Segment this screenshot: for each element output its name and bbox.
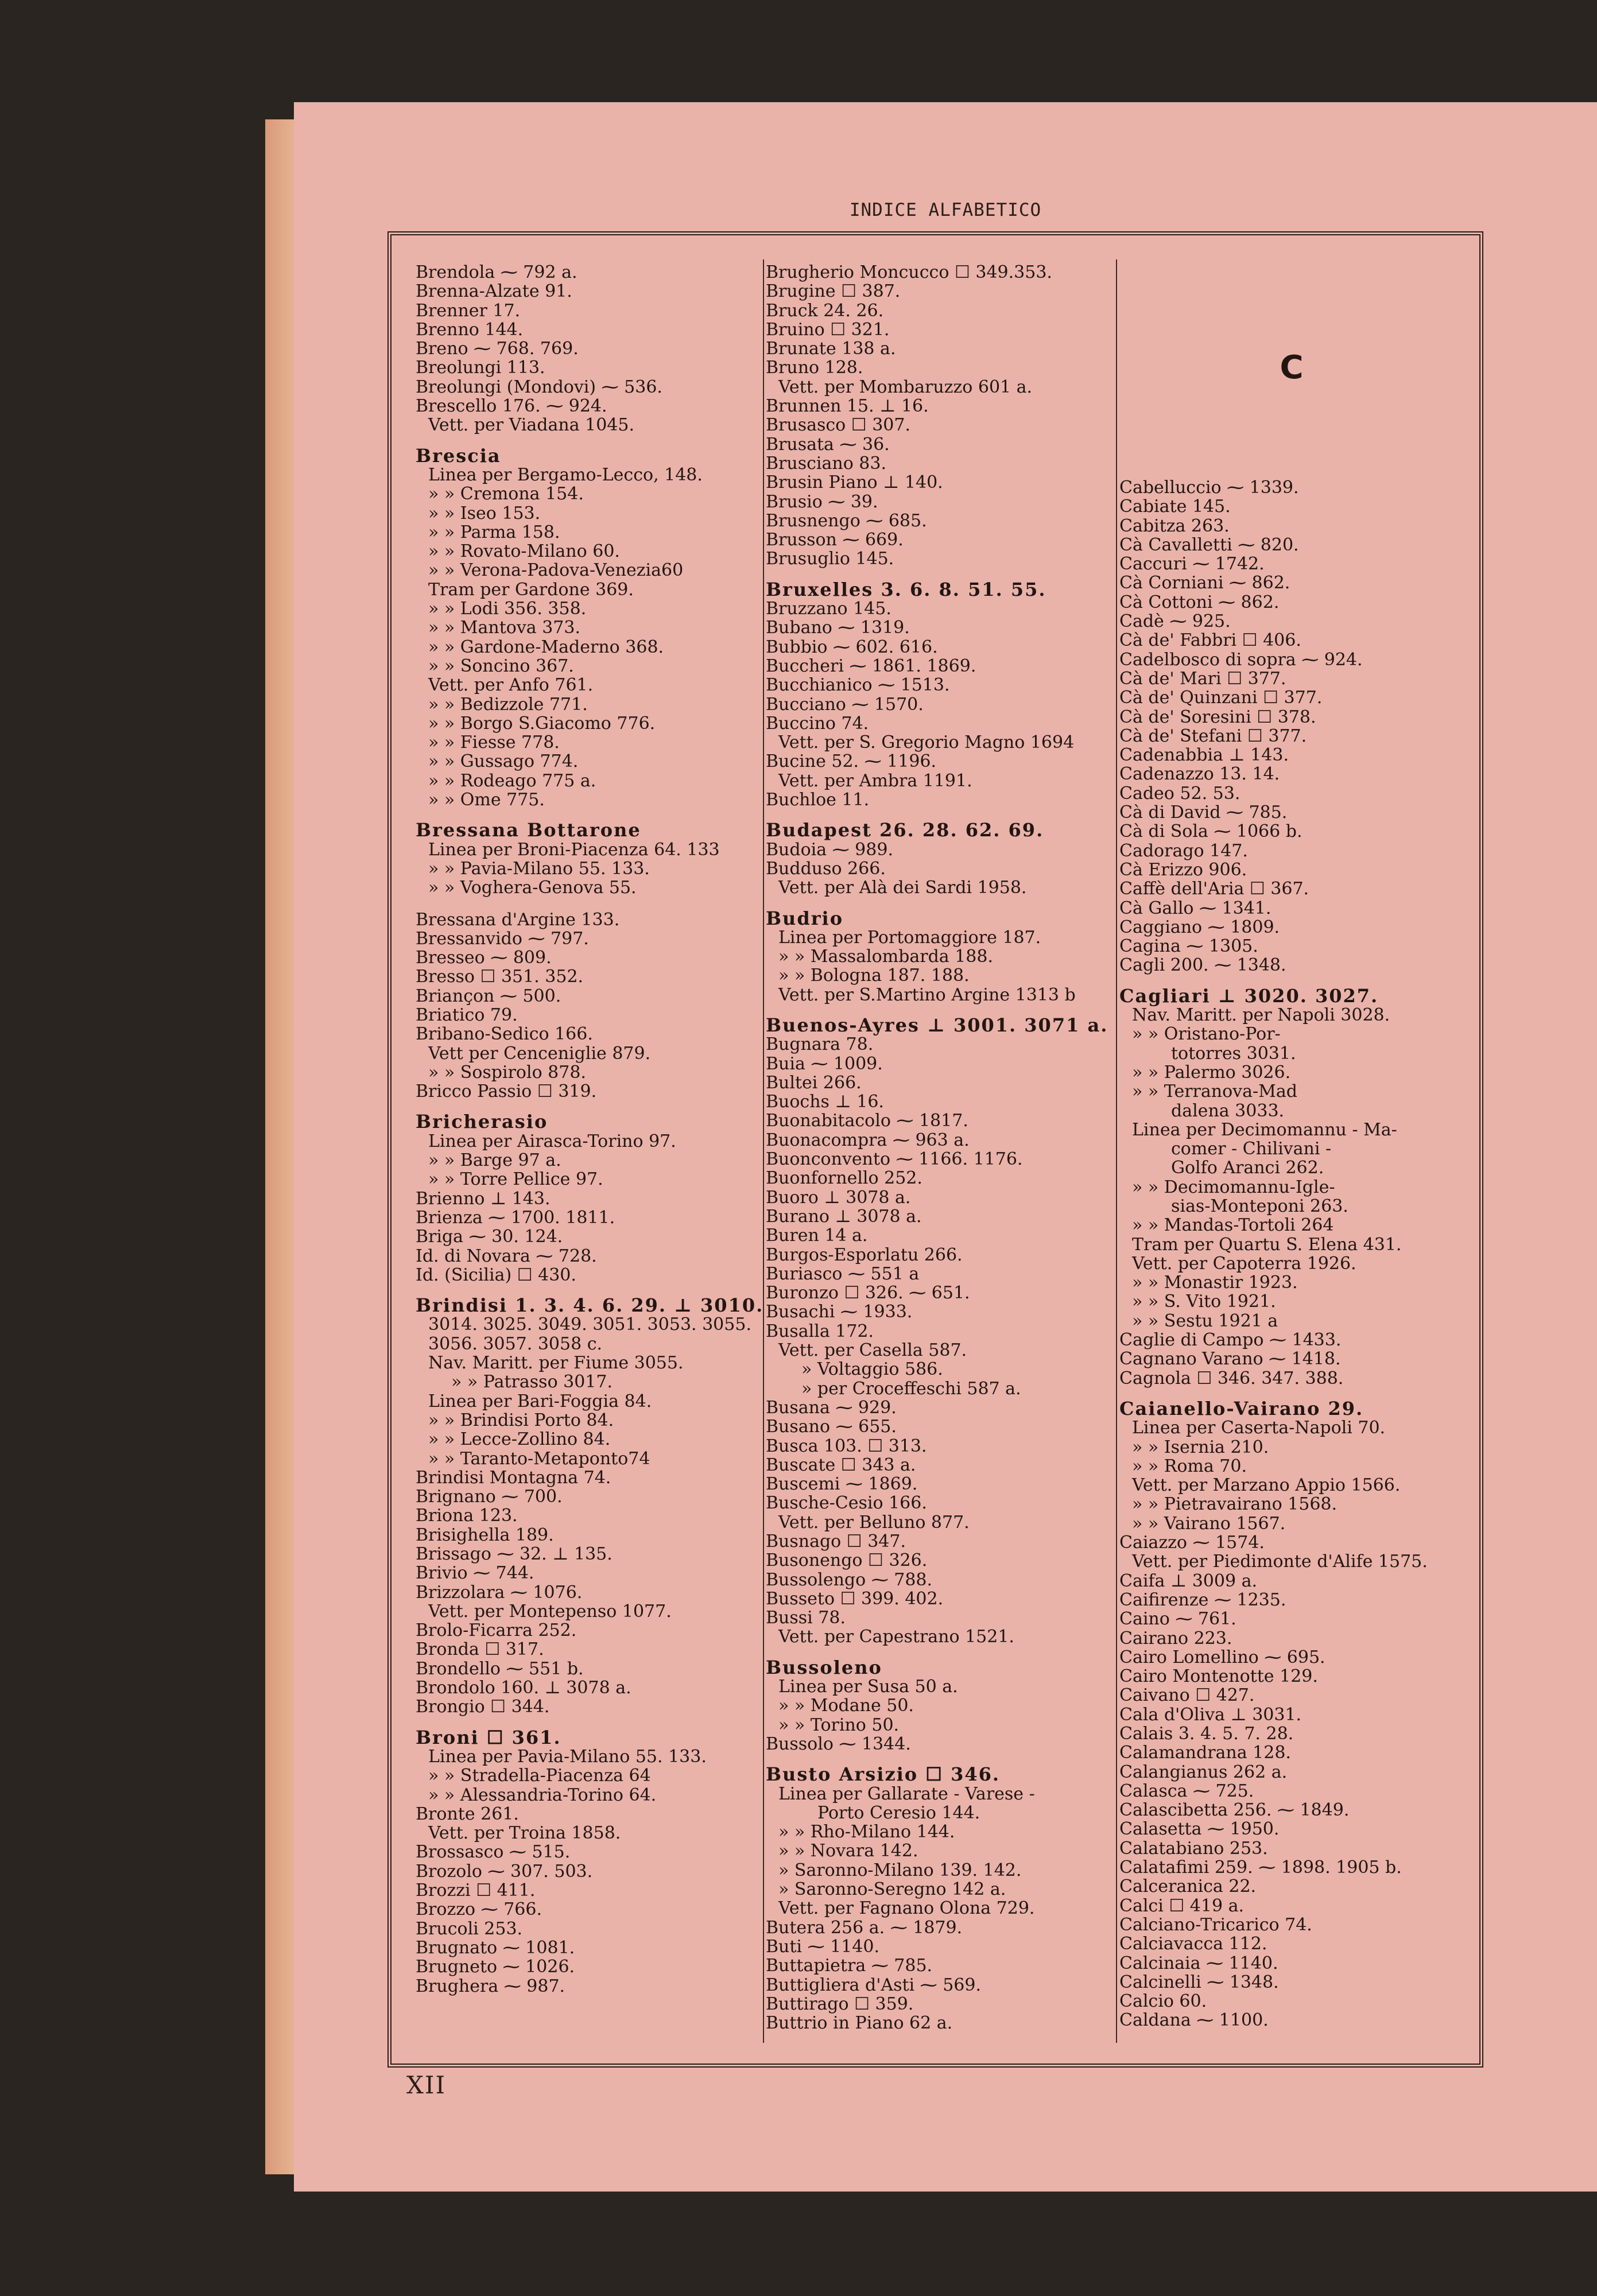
index-heading: Bricherasio — [416, 1111, 548, 1133]
index-entry: » » Voghera-Genova 55. — [428, 878, 637, 898]
index-entry: » per Croceffeschi 587 a. — [801, 1378, 1021, 1399]
index-entry: Buonacompra ⁓ 963 a. — [766, 1130, 970, 1150]
index-entry: Brugherio Moncucco ☐ 349.353. — [766, 262, 1052, 282]
index-entry: Brusata ⁓ 36. — [766, 434, 890, 455]
index-entry: Bricco Passio ☐ 319. — [416, 1081, 597, 1102]
index-entry: Bussolo ⁓ 1344. — [766, 1733, 911, 1754]
index-frame — [387, 231, 1483, 2068]
index-entry: Buscemi ⁓ 1869. — [766, 1474, 918, 1495]
index-entry: Brusciano 83. — [766, 453, 887, 474]
index-entry: Brucoli 253. — [416, 1918, 523, 1939]
index-entry: » » Patrasso 3017. — [451, 1372, 613, 1393]
index-entry: Vett. per S.Martino Argine 1313 b — [778, 984, 1076, 1005]
index-entry: » » Pavia-Milano 55. 133. — [428, 858, 650, 879]
index-entry: Vett. per Capoterra 1926. — [1132, 1253, 1356, 1274]
index-entry: Vett. per Casella 587. — [778, 1340, 967, 1361]
index-entry: Brissago ⁓ 32. ⊥ 135. — [416, 1544, 613, 1564]
index-entry: Calatabiano 253. — [1119, 1838, 1268, 1859]
index-entry: Brivio ⁓ 744. — [416, 1563, 534, 1584]
index-entry: » » Mandas-Tortoli 264 — [1132, 1215, 1334, 1236]
index-entry: Linea per Bergamo-Lecco, 148. — [428, 464, 703, 485]
index-entry: Nav. Maritt. per Napoli 3028. — [1132, 1005, 1390, 1026]
index-entry: » » Rodeago 775 a. — [428, 770, 596, 791]
index-entry: Busalla 172. — [766, 1321, 874, 1341]
index-entry: Vett. per Piedimonte d'Alife 1575. — [1132, 1552, 1428, 1572]
index-entry: Brenner 17. — [416, 300, 521, 321]
index-entry: Cà de' Fabbri ☐ 406. — [1119, 630, 1301, 651]
index-entry: Busche-Cesio 166. — [766, 1493, 927, 1514]
index-entry: Caivano ☐ 427. — [1119, 1685, 1255, 1706]
index-entry: Bubano ⁓ 1319. — [766, 618, 910, 638]
index-entry: Caccuri ⁓ 1742. — [1119, 554, 1265, 575]
index-entry: Vett. per Viadana 1045. — [428, 415, 635, 436]
index-entry: Brondello ⁓ 551 b. — [416, 1658, 584, 1679]
index-entry: Calcio 60. — [1119, 1991, 1207, 2012]
index-entry: » » Roma 70. — [1132, 1456, 1247, 1476]
index-entry: Brusuglio 145. — [766, 549, 894, 569]
index-entry: » » Cremona 154. — [428, 484, 584, 505]
index-entry: » » Gardone-Maderno 368. — [428, 637, 664, 657]
index-entry: Buscate ☐ 343 a. — [766, 1455, 916, 1475]
index-entry: » » Massalombarda 188. — [778, 947, 994, 967]
index-entry: Caffè dell'Aria ☐ 367. — [1119, 879, 1309, 899]
index-entry: Vett. per Belluno 877. — [778, 1512, 970, 1533]
index-heading: Cagliari ⊥ 3020. 3027. — [1119, 984, 1379, 1007]
index-entry: Cairo Montenotte 129. — [1119, 1666, 1318, 1687]
index-entry: Brenna-Alzate 91. — [416, 281, 572, 302]
index-entry: Cabitza 263. — [1119, 515, 1230, 536]
index-entry: Caino ⁓ 761. — [1119, 1609, 1236, 1630]
index-entry: Brozzo ⁓ 766. — [416, 1899, 542, 1920]
index-entry: Brindisi Montagna 74. — [416, 1467, 611, 1488]
index-entry: Cà Cavalletti ⁓ 820. — [1119, 534, 1299, 555]
index-entry: » » Monastir 1923. — [1132, 1273, 1298, 1293]
index-entry: » » Stradella-Piacenza 64 — [428, 1766, 651, 1786]
index-entry: Bucchianico ⁓ 1513. — [766, 675, 950, 696]
index-entry: » » Torino 50. — [778, 1715, 900, 1735]
index-entry: Cà de' Quinzani ☐ 377. — [1119, 688, 1323, 708]
index-entry: Brusnengo ⁓ 685. — [766, 510, 927, 531]
index-entry: Brolo-Ficarra 252. — [416, 1620, 577, 1641]
index-entry: Calcinelli ⁓ 1348. — [1119, 1972, 1279, 1992]
index-entry: Bubbio ⁓ 602. 616. — [766, 637, 938, 657]
index-entry: Brescello 176. ⁓ 924. — [416, 396, 607, 417]
index-entry: Buccheri ⁓ 1861. 1869. — [766, 656, 976, 676]
index-entry: Calcinaia ⁓ 1140. — [1119, 1953, 1278, 1973]
index-entry: » » Alessandria-Torino 64. — [428, 1785, 657, 1805]
index-entry: Cadè ⁓ 925. — [1119, 611, 1231, 632]
index-entry: Linea per Airasca-Torino 97. — [428, 1131, 676, 1151]
index-entry: » » Decimomannu-Igle- — [1132, 1177, 1335, 1197]
index-column-3 — [1119, 263, 1464, 2030]
index-heading: Brindisi 1. 3. 4. 6. 29. ⊥ 3010. — [416, 1294, 764, 1317]
index-entry: Buochs ⊥ 16. — [766, 1092, 884, 1112]
index-entry: Busnago ☐ 347. — [766, 1531, 906, 1552]
index-entry: Id. di Novara ⁓ 728. — [416, 1246, 597, 1266]
index-entry: totorres 3031. — [1171, 1043, 1296, 1064]
index-entry: » » Gussago 774. — [428, 751, 579, 772]
index-entry: » » Rho-Milano 144. — [778, 1822, 955, 1843]
index-entry: » » Rovato-Milano 60. — [428, 541, 620, 562]
index-entry: » » Novara 142. — [778, 1841, 918, 1861]
page — [294, 102, 1597, 2192]
index-entry: Busano ⁓ 655. — [766, 1417, 897, 1437]
index-heading: Buenos-Ayres ⊥ 3001. 3071 a. — [766, 1014, 1108, 1036]
index-entry: Nav. Maritt. per Fiume 3055. — [428, 1353, 684, 1374]
index-column-1 — [416, 262, 764, 1996]
index-entry: Calais 3. 4. 5. 7. 28. — [1119, 1724, 1294, 1744]
index-entry: Bucine 52. ⁓ 1196. — [766, 751, 937, 772]
index-entry: » » Lecce-Zollino 84. — [428, 1429, 611, 1450]
index-entry: Calasetta ⁓ 1950. — [1119, 1819, 1280, 1840]
index-entry: Brusin Piano ⊥ 140. — [766, 472, 943, 493]
index-entry: Bussolengo ⁓ 788. — [766, 1569, 933, 1590]
index-entry: Buonconvento ⁓ 1166. 1176. — [766, 1149, 1023, 1170]
index-entry: » » Bedizzole 771. — [428, 694, 588, 715]
index-heading: Bussoleno — [766, 1656, 882, 1678]
index-entry: » » Barge 97 a. — [428, 1150, 561, 1171]
index-entry: Cagnano Varano ⁓ 1418. — [1119, 1349, 1341, 1370]
index-entry: Brugnato ⁓ 1081. — [416, 1937, 575, 1958]
column-divider — [763, 259, 764, 2043]
index-entry: Buonfornello 252. — [766, 1168, 922, 1189]
index-entry: Cà Corniani ⁓ 862. — [1119, 573, 1290, 594]
index-entry: Busca 103. ☐ 313. — [766, 1436, 927, 1456]
index-entry: Calatafimi 259. ⁓ 1898. 1905 b. — [1119, 1857, 1402, 1878]
index-entry: Budduso 266. — [766, 858, 886, 879]
index-entry: Vett. per Capestrano 1521. — [778, 1627, 1014, 1647]
index-entry: » » Modane 50. — [778, 1696, 914, 1716]
index-entry: » » Sospirolo 878. — [428, 1062, 586, 1083]
index-entry: Tram per Quartu S. Elena 431. — [1132, 1234, 1402, 1255]
index-entry: Caifirenze ⁓ 1235. — [1119, 1589, 1286, 1610]
index-heading: Budrio — [766, 907, 844, 929]
index-entry: Cà di David ⁓ 785. — [1119, 802, 1288, 823]
index-entry: Calascibetta 256. ⁓ 1849. — [1119, 1800, 1350, 1821]
index-entry: Buronzo ☐ 326. ⁓ 651. — [766, 1283, 970, 1304]
index-column-2 — [766, 263, 1110, 2033]
index-entry: Cairano 223. — [1119, 1628, 1232, 1649]
index-entry: Calangianus 262 a. — [1119, 1762, 1288, 1782]
index-entry: Cadenazzo 13. 14. — [1119, 764, 1280, 785]
index-entry: Calceranica 22. — [1119, 1876, 1257, 1897]
index-entry: 3014. 3025. 3049. 3051. 3053. 3055. — [428, 1314, 751, 1335]
index-entry: Brenno 144. — [416, 319, 524, 340]
index-entry: Bruck 24. 26. — [766, 300, 884, 321]
index-entry: comer - Chilivani - — [1171, 1139, 1332, 1159]
index-entry: Bressana d'Argine 133. — [416, 909, 620, 930]
index-entry: » » Isernia 210. — [1132, 1437, 1269, 1457]
index-entry: Vett. per Ambra 1191. — [778, 770, 972, 791]
index-entry: Brusio ⁓ 39. — [766, 491, 878, 512]
index-entry: Buoro ⊥ 3078 a. — [766, 1187, 911, 1208]
index-entry: Bucciano ⁓ 1570. — [766, 694, 924, 715]
index-entry: Cadenabbia ⊥ 143. — [1119, 745, 1289, 766]
index-entry: Brossasco ⁓ 515. — [416, 1842, 571, 1863]
index-entry: Bussi 78. — [766, 1608, 846, 1628]
index-entry: Brizzolara ⁓ 1076. — [416, 1582, 583, 1603]
index-heading: Broni ☐ 361. — [416, 1726, 561, 1748]
index-entry: » » Terranova-Mad — [1132, 1081, 1297, 1102]
index-heading: Bressana Bottarone — [416, 819, 641, 841]
index-entry: » » Brindisi Porto 84. — [428, 1410, 614, 1430]
index-entry: Linea per Bari-Foggia 84. — [428, 1391, 652, 1411]
index-entry: Brozolo ⁓ 307. 503. — [416, 1861, 593, 1882]
index-entry: Cadorago 147. — [1119, 840, 1248, 861]
index-entry: Bresso ☐ 351. 352. — [416, 967, 584, 987]
index-entry: Brondolo 160. ⊥ 3078 a. — [416, 1678, 631, 1698]
index-entry: » Voltaggio 586. — [801, 1359, 943, 1380]
index-entry: Breolungi (Mondovi) ⁓ 536. — [416, 377, 662, 397]
index-entry: Brughera ⁓ 987. — [416, 1976, 565, 1996]
index-entry: Cadeo 52. 53. — [1119, 783, 1241, 804]
index-entry: dalena 3033. — [1171, 1100, 1285, 1121]
index-entry: Vett. per Fagnano Olona 729. — [778, 1898, 1035, 1919]
index-heading: Caianello-Vairano 29. — [1119, 1397, 1364, 1420]
index-entry: Brendola ⁓ 792 a. — [416, 262, 577, 282]
index-entry: Calci ☐ 419 a. — [1119, 1895, 1245, 1916]
index-entry: Porto Ceresio 144. — [817, 1802, 980, 1823]
index-entry: Cabiate 145. — [1119, 497, 1231, 517]
index-entry: Buttrio in Piano 62 a. — [766, 2013, 953, 2034]
index-entry: Brunnen 15. ⊥ 16. — [766, 396, 929, 417]
index-entry: Vett. per S. Gregorio Magno 1694 — [778, 732, 1075, 753]
index-entry: Buccino 74. — [766, 713, 869, 734]
index-entry: » » Palermo 3026. — [1132, 1062, 1291, 1083]
index-entry: Buttirago ☐ 359. — [766, 1994, 914, 2014]
index-entry: Vett. per Troina 1858. — [428, 1823, 621, 1844]
index-entry: Linea per Pavia-Milano 55. 133. — [428, 1746, 707, 1767]
index-entry: Cabelluccio ⁓ 1339. — [1119, 478, 1299, 498]
index-entry: » Saronno-Milano 139. 142. — [778, 1860, 1022, 1880]
index-entry: Brignano ⁓ 700. — [416, 1487, 563, 1507]
index-entry: » Saronno-Seregno 142 a. — [778, 1879, 1006, 1900]
index-entry: Brongio ☐ 344. — [416, 1697, 550, 1717]
index-entry: Briançon ⁓ 500. — [416, 986, 561, 1006]
index-entry: » » Vairano 1567. — [1132, 1513, 1286, 1534]
index-entry: Tram per Gardone 369. — [428, 579, 634, 600]
index-entry: Brienza ⁓ 1700. 1811. — [416, 1207, 615, 1228]
index-entry: Vett. per Marzano Appio 1566. — [1132, 1475, 1401, 1496]
index-entry: 3056. 3057. 3058 c. — [428, 1333, 603, 1354]
index-entry: Brozzi ☐ 411. — [416, 1880, 536, 1901]
index-entry: Cà de' Stefani ☐ 377. — [1119, 726, 1307, 746]
index-entry: » » Parma 158. — [428, 522, 560, 542]
index-entry: Cà Cottoni ⁓ 862. — [1119, 592, 1280, 612]
index-entry: Bruno 128. — [766, 358, 863, 378]
index-entry: Calasca ⁓ 725. — [1119, 1781, 1254, 1801]
index-entry: Buren 14 a. — [766, 1225, 868, 1246]
index-entry: Linea per Gallarate - Varese - — [778, 1783, 1035, 1804]
index-entry: » » Lodi 356. 358. — [428, 599, 587, 619]
index-entry: » » Fiesse 778. — [428, 732, 560, 753]
index-entry: Burano ⊥ 3078 a. — [766, 1206, 922, 1227]
index-entry: Buttapietra ⁓ 785. — [766, 1956, 933, 1976]
index-entry: » » Verona-Padova-Venezia60 — [428, 560, 684, 581]
index-entry: Brugine ☐ 387. — [766, 281, 901, 302]
index-entry: Bruzzano 145. — [766, 599, 891, 619]
index-entry: Bugnara 78. — [766, 1034, 874, 1055]
index-entry: Cà Erizzo 906. — [1119, 859, 1247, 880]
index-entry: Caglie di Campo ⁓ 1433. — [1119, 1330, 1342, 1351]
index-entry: Calciavacca 112. — [1119, 1934, 1267, 1954]
spacer — [416, 898, 760, 910]
index-entry: » » Soncino 367. — [428, 656, 574, 676]
index-entry: Cà de' Soresini ☐ 378. — [1119, 707, 1316, 727]
index-entry: Bronda ☐ 317. — [416, 1639, 544, 1660]
index-entry: Buia ⁓ 1009. — [766, 1053, 883, 1074]
index-entry: Bultei 266. — [766, 1072, 862, 1093]
index-entry: Brienno ⊥ 143. — [416, 1188, 551, 1209]
index-entry: Golfo Aranci 262. — [1171, 1158, 1324, 1178]
index-entry: Cà di Sola ⁓ 1066 b. — [1119, 821, 1303, 842]
index-entry: Linea per Susa 50 a. — [778, 1677, 958, 1697]
index-entry: Butera 256 a. ⁓ 1879. — [766, 1917, 963, 1938]
index-entry: Caldana ⁓ 1100. — [1119, 2010, 1269, 2031]
index-entry: Caifa ⊥ 3009 a. — [1119, 1570, 1258, 1591]
index-entry: Brugneto ⁓ 1026. — [416, 1957, 575, 1977]
index-entry: Brunate 138 a. — [766, 339, 896, 359]
index-entry: Calciano-Tricarico 74. — [1119, 1914, 1312, 1935]
index-heading: Bruxelles 3. 6. 8. 51. 55. — [766, 578, 1046, 600]
index-entry: Briatico 79. — [416, 1004, 518, 1025]
index-entry: Vett. per Mombaruzzo 601 a. — [778, 377, 1033, 397]
index-entry: Bruino ☐ 321. — [766, 319, 890, 340]
column-divider — [1116, 259, 1117, 2043]
index-entry: Busana ⁓ 929. — [766, 1397, 897, 1418]
index-entry: Calamandrana 128. — [1119, 1743, 1291, 1763]
index-entry: Caggiano ⁓ 1809. — [1119, 917, 1280, 937]
page-header: INDICE ALFABETICO — [849, 200, 1042, 220]
index-entry: Cagnola ☐ 346. 347. 388. — [1119, 1368, 1344, 1389]
index-entry: Breolungi 113. — [416, 358, 545, 378]
index-entry: Linea per Portomaggiore 187. — [778, 927, 1041, 948]
index-entry: Cairo Lomellino ⁓ 695. — [1119, 1647, 1325, 1667]
index-entry: Buchloe 11. — [766, 790, 870, 810]
index-entry: » » Iseo 153. — [428, 503, 541, 523]
index-entry: Vett. per Anfo 761. — [428, 675, 594, 696]
index-entry: » » Pietravairano 1568. — [1132, 1494, 1338, 1515]
index-entry: Bronte 261. — [416, 1804, 519, 1824]
index-entry: Bresseo ⁓ 809. — [416, 948, 552, 968]
index-entry: Linea per Broni-Piacenza 64. 133 — [428, 839, 720, 860]
index-entry: Busonengo ☐ 326. — [766, 1550, 928, 1571]
index-entry: Budoia ⁓ 989. — [766, 839, 893, 860]
index-entry: Busseto ☐ 399. 402. — [766, 1588, 944, 1609]
index-entry: Cà de' Mari ☐ 377. — [1119, 668, 1286, 689]
index-entry: » » Ome 775. — [428, 790, 545, 810]
index-entry: sias-Monteponi 263. — [1171, 1196, 1348, 1216]
index-entry: Busachi ⁓ 1933. — [766, 1302, 913, 1322]
index-entry: Buonabitacolo ⁓ 1817. — [766, 1111, 968, 1131]
index-entry: Buriasco ⁓ 551 a — [766, 1263, 920, 1284]
index-heading: Brescia — [416, 444, 501, 467]
index-entry: Cagina ⁓ 1305. — [1119, 936, 1258, 957]
index-entry: Linea per Caserta-Napoli 70. — [1132, 1418, 1386, 1438]
index-entry: » » Mantova 373. — [428, 618, 580, 638]
index-entry: Id. (Sicilia) ☐ 430. — [416, 1265, 576, 1285]
index-entry: » » Borgo S.Giacomo 776. — [428, 713, 656, 734]
index-entry: Vett. per Montepenso 1077. — [428, 1601, 672, 1622]
index-entry: Buttigliera d'Asti ⁓ 569. — [766, 1975, 982, 1995]
index-entry: Vett per Cenceniglie 879. — [428, 1043, 651, 1064]
index-entry: Briga ⁓ 30. 124. — [416, 1227, 563, 1247]
index-entry: Briona 123. — [416, 1506, 518, 1526]
index-entry: Cala d'Oliva ⊥ 3031. — [1119, 1704, 1302, 1725]
index-heading: Busto Arsizio ☐ 346. — [766, 1763, 1001, 1786]
index-entry: Buti ⁓ 1140. — [766, 1936, 879, 1957]
index-entry: » » S. Vito 1921. — [1132, 1292, 1276, 1312]
index-entry: Brisighella 189. — [416, 1525, 554, 1545]
index-entry: » » Torre Pellice 97. — [428, 1169, 603, 1190]
index-entry: Brusasco ☐ 307. — [766, 415, 911, 436]
section-letter: C — [1280, 349, 1304, 386]
index-entry: Cà Gallo ⁓ 1341. — [1119, 898, 1272, 918]
index-entry: » » Taranto-Metaponto74 — [428, 1448, 650, 1469]
index-entry: Linea per Decimomannu - Ma- — [1132, 1119, 1397, 1140]
page-number: XII — [406, 2071, 447, 2099]
index-entry: Cadelbosco di sopra ⁓ 924. — [1119, 649, 1363, 670]
index-entry: Burgos-Esporlatu 266. — [766, 1244, 963, 1265]
index-entry: Breno ⁓ 768. 769. — [416, 339, 579, 359]
index-entry: Bressanvido ⁓ 797. — [416, 928, 589, 949]
index-entry: Caiazzo ⁓ 1574. — [1119, 1533, 1265, 1553]
index-entry: Cagli 200. ⁓ 1348. — [1119, 955, 1286, 976]
index-heading: Budapest 26. 28. 62. 69. — [766, 819, 1044, 841]
index-entry: Brusson ⁓ 669. — [766, 530, 904, 550]
index-entry: Vett. per Alà dei Sardi 1958. — [778, 878, 1027, 898]
index-entry: Bribano-Sedico 166. — [416, 1024, 593, 1045]
index-entry: » » Oristano-Por- — [1132, 1024, 1281, 1045]
index-entry: » » Bologna 187. 188. — [778, 965, 970, 986]
index-entry: » » Sestu 1921 a — [1132, 1310, 1278, 1331]
